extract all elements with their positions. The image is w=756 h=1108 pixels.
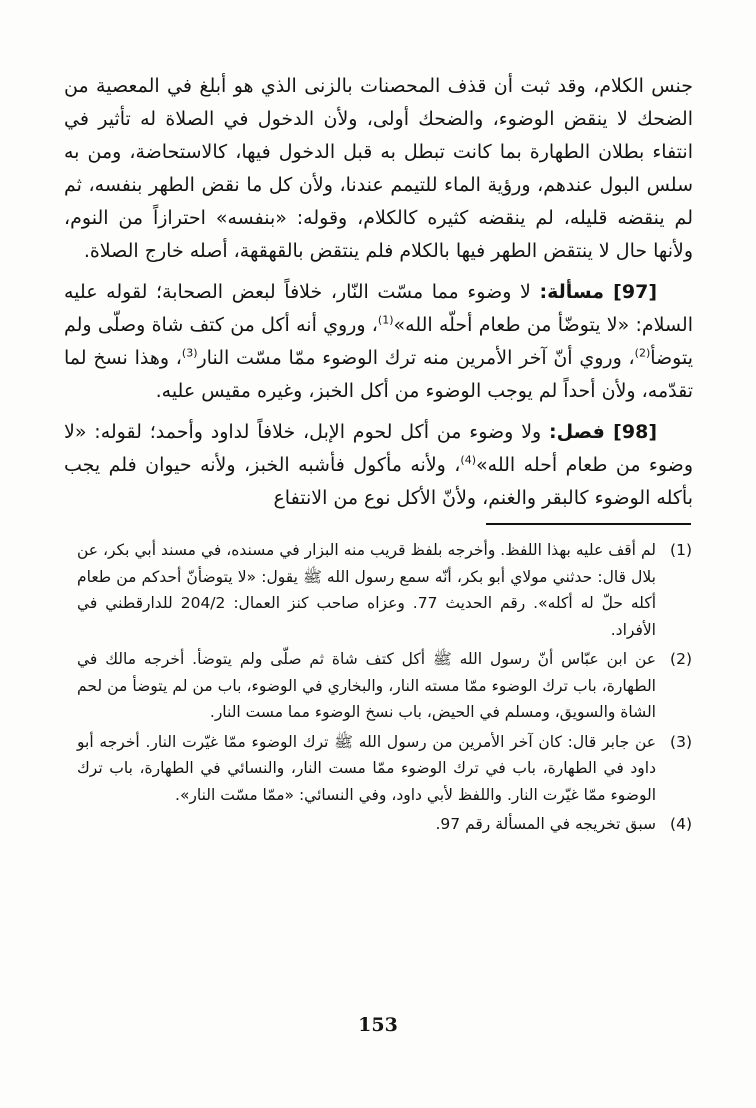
section-heading: [97] مسألة: <box>539 281 657 303</box>
paragraph-continuation <box>64 70 693 268</box>
footnote-ref: (1) <box>377 313 394 327</box>
page-number: 153 <box>358 1014 398 1036</box>
footnote-item <box>77 729 692 809</box>
text-segment: ولا وضوء من أكل لحوم الإبل، خلافاً لداود وأحمد؛ لقوله: «لا وضوء من طعام أحله الله» <box>64 421 693 476</box>
footnote-text: عن جابر قال: كان آخر الأمرين من رسول الله ﷺ ترك الوضوء ممّا غيّرت النار. أخرجه أبو داود في الطهارة، باب في ترك الوضوء ممّا مست النار، والنسائي في الطهارة، باب ترك الوضوء ممّا غيّرت النار. واللفظ لأبي داود، وفي النسائي: «ممّا مسّت النار». <box>77 732 656 804</box>
paragraph-masala-97 <box>64 276 693 408</box>
footnote-number: (1) <box>670 541 692 559</box>
paragraph-fasl-98 <box>64 416 693 515</box>
footnote-ref: (2) <box>634 346 651 360</box>
footnote-number: (2) <box>670 650 692 668</box>
text-segment: ، وروي أنّ آخر الأمرين منه ترك الوضوء ممّا مسّت النار <box>197 347 635 369</box>
footnote-text: سبق تخريجه في المسألة رقم 97. <box>435 815 656 833</box>
footnote-ref: (3) <box>181 346 198 360</box>
footnote-separator <box>486 523 691 525</box>
text-segment: ، وروي أنه أكل من كتف شاة وصلّى ولم يتوضأ <box>64 314 693 369</box>
text-segment: ، وهذا نسخ لما تقدّمه، ولأن أحداً لم يوجب الوضوء من أكل الخبز، وغيره مقيس عليه. <box>64 347 693 402</box>
section-heading: [98] فصل: <box>549 421 657 443</box>
main-text <box>64 70 693 515</box>
footnote-text: عن ابن عبّاس أنّ رسول الله ﷺ أكل كتف شاة ثم صلّى ولم يتوضأ. أخرجه مالك في الطهارة، باب ترك الوضوء ممّا مسته النار، والبخاري في الوضوء، باب من لم يتوضأ من لحم الشاة والسويق، ومسلم في الحيض، باب نسخ الوضوء مما مست النار. <box>77 650 656 721</box>
footnote-item <box>77 646 692 726</box>
footnote-text: لم أقف عليه بهذا اللفظ. وأخرجه بلفظ قريب منه البزار في مسنده، في مسند أبي بكر، عن بلال قال: حدثني مولاي أبو بكر، أنّه سمع رسول الله ﷺ يقول: «لا يتوضأنّ أحدكم من طعام أكله حلّ له أكله». رقم الحديث 77. وعزاه صاحب كنز العمال: 204/2 للدارقطني في الأفراد. <box>77 541 657 639</box>
footnote-number: (3) <box>670 732 692 751</box>
footnote-item <box>77 811 692 838</box>
footnotes-section <box>64 537 693 838</box>
text-segment: لا وضوء مما مسّت النّار، خلافاً لبعض الصحابة؛ لقوله عليه السلام: «لا يتوضّأ من طعام أحلّه الله» <box>64 281 693 336</box>
footnote-item <box>77 537 692 643</box>
text-segment: جنس الكلام، وقد ثبت أن قذف المحصنات بالزنى الذي هو أبلغ في المعصية من الضحك لا ينقض الوضوء، والضحك أولى، ولأن الدخول في الصلاة له تأثير في انتفاء بطلان الطهارة بما كانت تبطل به قبل الدخول فيها، كالاستحاضة، ومن به سلس البول عندهم، ورؤية الماء للتيمم عندنا، ولأن كل ما نقض الطهر بنفسه، ثم لم ينقضه قليله، لم ينقضه كثيره كالكلام، وقوله: «بنفسه» احترازاً من النوم، ولأنها حال لا ينتقض الطهر فيها بالكلام فلم ينتقض بالقهقهة، أصله خارج الصلاة. <box>64 75 693 262</box>
text-segment: ، ولأنه مأكول فأشبه الخبز، ولأنه حيوان فلم يجب بأكله الوضوء كالبقر والغنم، ولأنّ الأكل نوع من الانتفاع <box>64 454 693 509</box>
footnote-ref: (4) <box>460 453 477 467</box>
footnote-number: (4) <box>670 815 692 833</box>
